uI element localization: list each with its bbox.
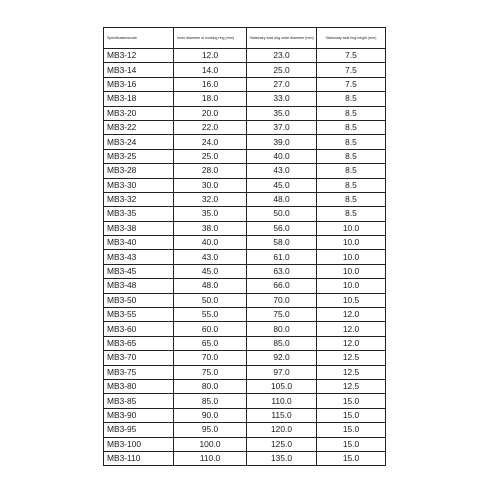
cell-spec-code: MB3-48 <box>104 279 174 293</box>
table-row <box>104 49 386 63</box>
cell-inner-diameter: 110.0 <box>174 451 247 465</box>
cell-inner-diameter: 20.0 <box>174 106 247 120</box>
cell-spec-code: MB3-20 <box>104 106 174 120</box>
cell-inner-diameter: 60.0 <box>174 322 247 336</box>
cell-ring-height: 15.0 <box>317 423 386 437</box>
cell-ring-height: 8.5 <box>317 135 386 149</box>
table-row <box>104 451 386 465</box>
cell-outer-diameter: 48.0 <box>247 192 317 206</box>
cell-ring-height: 8.5 <box>317 92 386 106</box>
table-row <box>104 120 386 134</box>
table-row <box>104 149 386 163</box>
cell-spec-code: MB3-25 <box>104 149 174 163</box>
cell-ring-height: 8.5 <box>317 178 386 192</box>
cell-outer-diameter: 35.0 <box>247 106 317 120</box>
cell-spec-code: MB3-100 <box>104 437 174 451</box>
table-row <box>104 279 386 293</box>
cell-ring-height: 12.5 <box>317 365 386 379</box>
table-row <box>104 236 386 250</box>
cell-ring-height: 8.5 <box>317 207 386 221</box>
table-row <box>104 77 386 91</box>
cell-inner-diameter: 32.0 <box>174 192 247 206</box>
cell-inner-diameter: 28.0 <box>174 164 247 178</box>
table-row <box>104 336 386 350</box>
table-row <box>104 207 386 221</box>
cell-outer-diameter: 61.0 <box>247 250 317 264</box>
cell-ring-height: 10.0 <box>317 279 386 293</box>
table-row <box>104 192 386 206</box>
table-row <box>104 135 386 149</box>
table-row <box>104 379 386 393</box>
cell-ring-height: 12.5 <box>317 379 386 393</box>
cell-outer-diameter: 40.0 <box>247 149 317 163</box>
cell-inner-diameter: 43.0 <box>174 250 247 264</box>
cell-spec-code: MB3-28 <box>104 164 174 178</box>
cell-outer-diameter: 80.0 <box>247 322 317 336</box>
cell-spec-code: MB3-16 <box>104 77 174 91</box>
cell-inner-diameter: 22.0 <box>174 120 247 134</box>
table-row <box>104 63 386 77</box>
cell-spec-code: MB3-50 <box>104 293 174 307</box>
cell-outer-diameter: 43.0 <box>247 164 317 178</box>
cell-spec-code: MB3-30 <box>104 178 174 192</box>
cell-ring-height: 7.5 <box>317 63 386 77</box>
table-row <box>104 264 386 278</box>
cell-ring-height: 10.0 <box>317 264 386 278</box>
table-row <box>104 250 386 264</box>
table-row <box>104 178 386 192</box>
table-row <box>104 365 386 379</box>
table-body <box>104 49 386 466</box>
cell-ring-height: 12.5 <box>317 351 386 365</box>
cell-ring-height: 10.5 <box>317 293 386 307</box>
cell-inner-diameter: 70.0 <box>174 351 247 365</box>
cell-inner-diameter: 35.0 <box>174 207 247 221</box>
cell-spec-code: MB3-65 <box>104 336 174 350</box>
table-row <box>104 164 386 178</box>
cell-spec-code: MB3-45 <box>104 264 174 278</box>
cell-inner-diameter: 16.0 <box>174 77 247 91</box>
cell-spec-code: MB3-55 <box>104 308 174 322</box>
table-row <box>104 308 386 322</box>
cell-outer-diameter: 45.0 <box>247 178 317 192</box>
table-row <box>104 408 386 422</box>
cell-outer-diameter: 120.0 <box>247 423 317 437</box>
cell-inner-diameter: 100.0 <box>174 437 247 451</box>
cell-spec-code: MB3-24 <box>104 135 174 149</box>
cell-ring-height: 8.5 <box>317 164 386 178</box>
table-header <box>104 28 386 49</box>
cell-ring-height: 8.5 <box>317 149 386 163</box>
table-row <box>104 394 386 408</box>
table-row <box>104 437 386 451</box>
cell-outer-diameter: 37.0 <box>247 120 317 134</box>
cell-spec-code: MB3-85 <box>104 394 174 408</box>
cell-outer-diameter: 135.0 <box>247 451 317 465</box>
cell-outer-diameter: 33.0 <box>247 92 317 106</box>
cell-inner-diameter: 38.0 <box>174 221 247 235</box>
cell-outer-diameter: 125.0 <box>247 437 317 451</box>
cell-outer-diameter: 85.0 <box>247 336 317 350</box>
cell-inner-diameter: 30.0 <box>174 178 247 192</box>
cell-ring-height: 15.0 <box>317 408 386 422</box>
cell-outer-diameter: 97.0 <box>247 365 317 379</box>
table-row <box>104 92 386 106</box>
cell-ring-height: 15.0 <box>317 437 386 451</box>
cell-inner-diameter: 55.0 <box>174 308 247 322</box>
cell-ring-height: 8.5 <box>317 120 386 134</box>
cell-inner-diameter: 90.0 <box>174 408 247 422</box>
cell-spec-code: MB3-22 <box>104 120 174 134</box>
cell-ring-height: 12.0 <box>317 308 386 322</box>
cell-ring-height: 10.0 <box>317 221 386 235</box>
cell-spec-code: MB3-90 <box>104 408 174 422</box>
cell-outer-diameter: 110.0 <box>247 394 317 408</box>
cell-inner-diameter: 24.0 <box>174 135 247 149</box>
cell-spec-code: MB3-18 <box>104 92 174 106</box>
cell-spec-code: MB3-95 <box>104 423 174 437</box>
cell-ring-height: 7.5 <box>317 49 386 63</box>
cell-outer-diameter: 56.0 <box>247 221 317 235</box>
cell-inner-diameter: 50.0 <box>174 293 247 307</box>
cell-spec-code: MB3-60 <box>104 322 174 336</box>
cell-spec-code: MB3-80 <box>104 379 174 393</box>
cell-inner-diameter: 45.0 <box>174 264 247 278</box>
header-outer-diameter: Stationary seal ring outer diameter (mm) <box>247 28 317 49</box>
cell-ring-height: 10.0 <box>317 236 386 250</box>
cell-outer-diameter: 63.0 <box>247 264 317 278</box>
cell-inner-diameter: 18.0 <box>174 92 247 106</box>
cell-spec-code: MB3-32 <box>104 192 174 206</box>
cell-outer-diameter: 58.0 <box>247 236 317 250</box>
cell-spec-code: MB3-40 <box>104 236 174 250</box>
header-spec-code: Specificationscode <box>104 28 174 49</box>
cell-spec-code: MB3-75 <box>104 365 174 379</box>
table-row <box>104 351 386 365</box>
cell-ring-height: 7.5 <box>317 77 386 91</box>
cell-outer-diameter: 70.0 <box>247 293 317 307</box>
cell-outer-diameter: 25.0 <box>247 63 317 77</box>
cell-ring-height: 15.0 <box>317 451 386 465</box>
cell-inner-diameter: 95.0 <box>174 423 247 437</box>
table-row <box>104 106 386 120</box>
table-row <box>104 221 386 235</box>
cell-inner-diameter: 75.0 <box>174 365 247 379</box>
table-row <box>104 322 386 336</box>
cell-outer-diameter: 105.0 <box>247 379 317 393</box>
cell-inner-diameter: 85.0 <box>174 394 247 408</box>
header-row <box>104 28 386 49</box>
cell-spec-code: MB3-110 <box>104 451 174 465</box>
specification-table <box>103 27 386 466</box>
cell-ring-height: 15.0 <box>317 394 386 408</box>
cell-inner-diameter: 14.0 <box>174 63 247 77</box>
cell-outer-diameter: 115.0 <box>247 408 317 422</box>
header-inner-diameter: Inner diameter of working ring (mm) <box>174 28 247 49</box>
cell-spec-code: MB3-43 <box>104 250 174 264</box>
cell-inner-diameter: 65.0 <box>174 336 247 350</box>
cell-outer-diameter: 50.0 <box>247 207 317 221</box>
cell-spec-code: MB3-14 <box>104 63 174 77</box>
cell-spec-code: MB3-70 <box>104 351 174 365</box>
cell-outer-diameter: 66.0 <box>247 279 317 293</box>
header-ring-height: Stationary seal ring height (mm) <box>317 28 386 49</box>
cell-inner-diameter: 80.0 <box>174 379 247 393</box>
cell-inner-diameter: 48.0 <box>174 279 247 293</box>
cell-ring-height: 12.0 <box>317 322 386 336</box>
table-row <box>104 423 386 437</box>
cell-spec-code: MB3-35 <box>104 207 174 221</box>
cell-ring-height: 8.5 <box>317 106 386 120</box>
cell-ring-height: 8.5 <box>317 192 386 206</box>
cell-outer-diameter: 39.0 <box>247 135 317 149</box>
cell-spec-code: MB3-38 <box>104 221 174 235</box>
cell-outer-diameter: 92.0 <box>247 351 317 365</box>
cell-outer-diameter: 27.0 <box>247 77 317 91</box>
cell-inner-diameter: 25.0 <box>174 149 247 163</box>
cell-inner-diameter: 12.0 <box>174 49 247 63</box>
cell-outer-diameter: 23.0 <box>247 49 317 63</box>
cell-outer-diameter: 75.0 <box>247 308 317 322</box>
cell-spec-code: MB3-12 <box>104 49 174 63</box>
cell-inner-diameter: 40.0 <box>174 236 247 250</box>
table-row <box>104 293 386 307</box>
cell-ring-height: 10.0 <box>317 250 386 264</box>
cell-ring-height: 12.0 <box>317 336 386 350</box>
